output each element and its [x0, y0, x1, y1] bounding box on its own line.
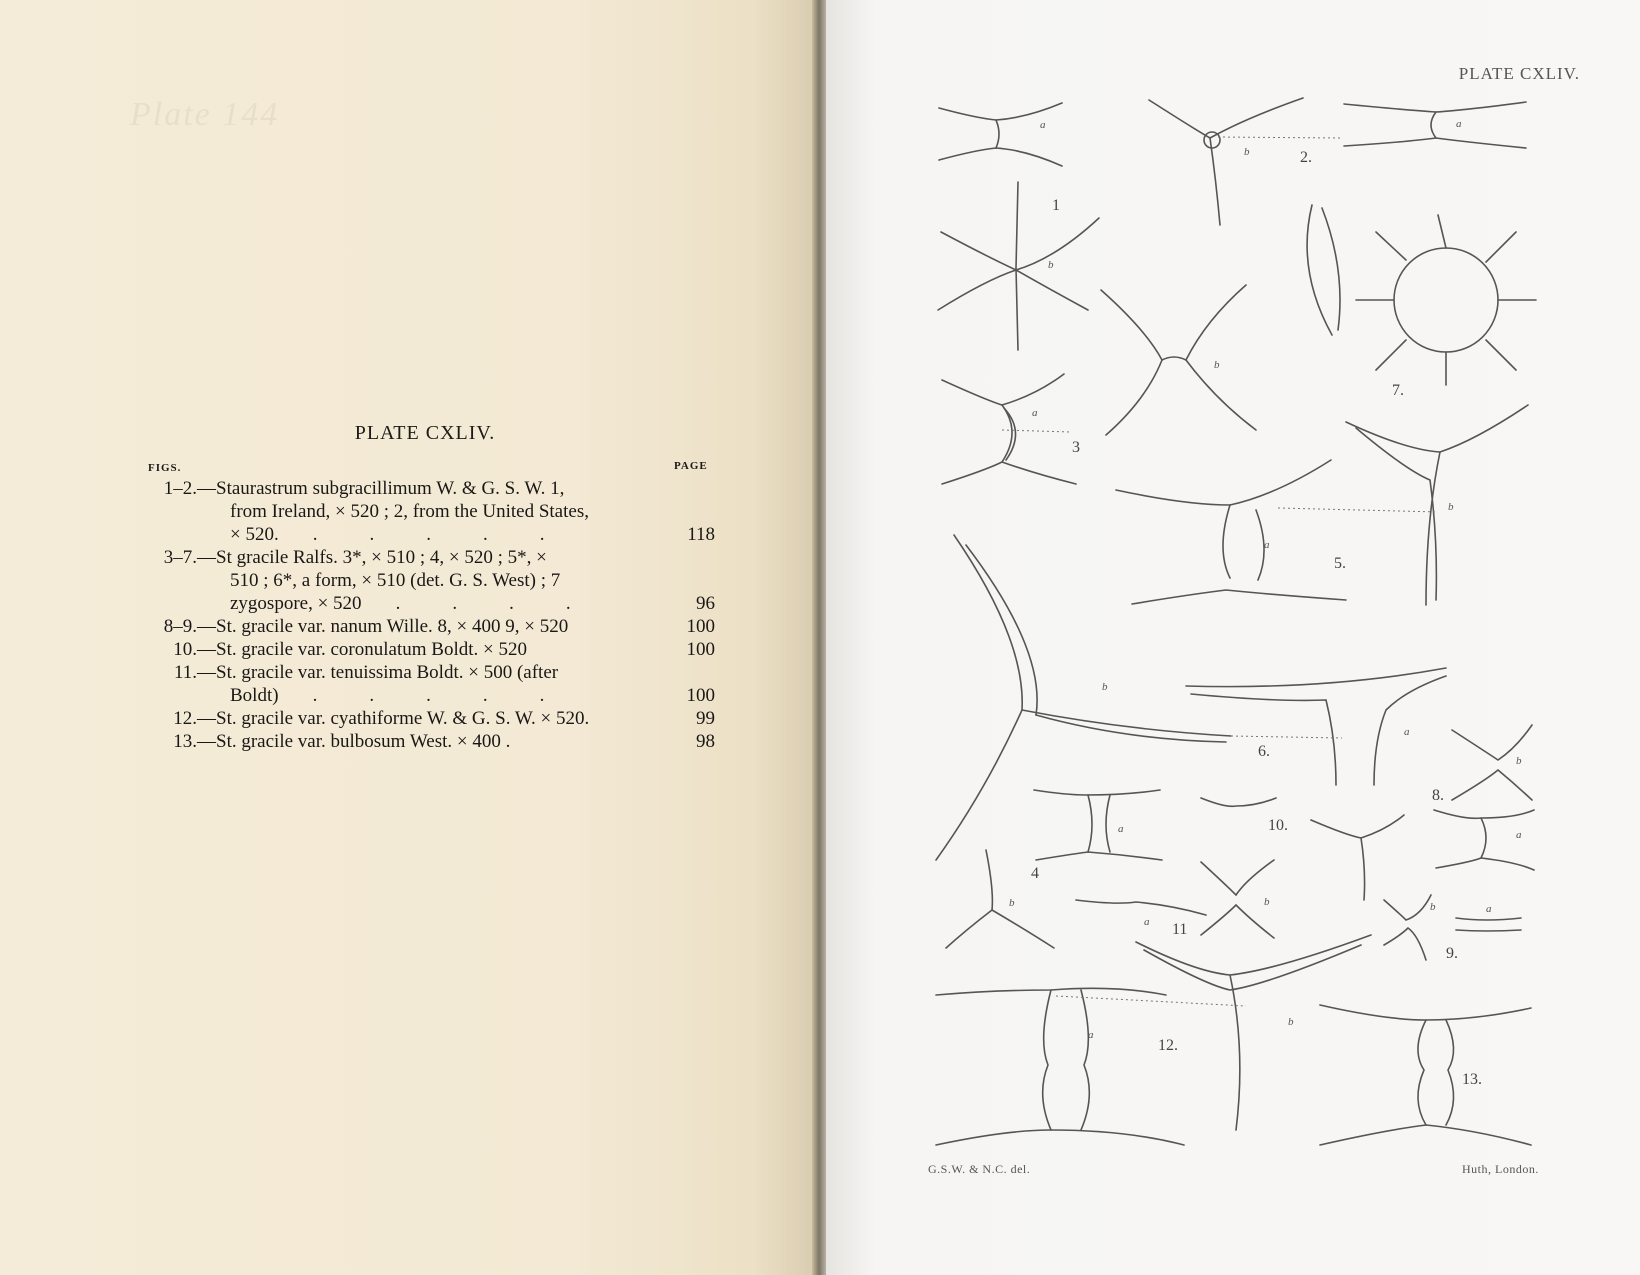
artist-credit: G.S.W. & N.C. del. [928, 1162, 1031, 1176]
sublabel-b: b [1048, 259, 1054, 271]
figure-12b-drawing [1136, 935, 1371, 1130]
figure-number-12: 12. [1158, 1037, 1178, 1054]
page-column-header: PAGE [674, 460, 708, 472]
entry-text: St gracile Ralfs. 3*, × 510 ; 4, × 520 ; 5*, × [216, 547, 547, 568]
entry-figs: 11.— [173, 662, 216, 683]
figure-2b-drawing [1149, 98, 1303, 225]
sublabel-a: a [1486, 903, 1492, 915]
sublabel-a: a [1032, 407, 1038, 419]
entry-continuation: zygospore, × 520 [230, 593, 362, 614]
plate-label: PLATE CXLIV. [1458, 64, 1580, 83]
left-page [0, 0, 818, 1275]
entry-continuation: Boldt) [230, 685, 279, 706]
figure-4a-drawing [1034, 790, 1162, 860]
figure-5-drawing [1116, 460, 1346, 604]
index-entry [150, 477, 715, 546]
printer-credit: Huth, London. [1462, 1162, 1539, 1176]
figure-number-10: 10. [1268, 817, 1288, 834]
index-entry [150, 615, 715, 638]
entry-continuation: from Ireland, × 520 ; 2, from the United States, [230, 501, 589, 522]
figure-number-1: 1 [1052, 197, 1060, 214]
sublabel-a: a [1144, 916, 1150, 928]
sublabel-a: a [1404, 726, 1410, 738]
figure-12a-drawing [936, 988, 1184, 1145]
sublabel-b: b [1448, 501, 1454, 513]
figure-number-13: 13. [1462, 1071, 1482, 1088]
entry-text: St. gracile var. tenuissima Boldt. × 500 (after [216, 662, 559, 683]
entry-text: St. gracile var. bulbosum West. × 400 . [216, 731, 511, 752]
entry-text: St. gracile var. coronulatum Boldt. × 520 [216, 639, 527, 660]
sublabel-b: b [1244, 146, 1250, 158]
figure-2a-drawing [1344, 102, 1526, 148]
sublabel-b: b [1516, 755, 1522, 767]
entry-page: 100 [686, 639, 715, 660]
index-entry [150, 730, 715, 753]
figure-3b-drawing [1101, 285, 1256, 435]
book-gutter [812, 0, 826, 1275]
entry-figs: 3–7.— [163, 547, 216, 568]
figure-number-6: 6. [1258, 743, 1270, 760]
sublabel-b: b [1264, 896, 1270, 908]
figure-number-9: 9. [1446, 945, 1458, 962]
figure-number-5: 5. [1334, 555, 1346, 572]
index-entry [150, 707, 715, 730]
entry-page: 96 [696, 593, 715, 614]
figure-index [150, 477, 715, 753]
sublabel-a: a [1040, 119, 1046, 131]
figure-number-7: 7. [1392, 382, 1404, 399]
figure-number-2: 2. [1300, 149, 1312, 166]
entry-text: St. gracile var. nanum Wille. 8, × 400 9, × 520 [216, 616, 569, 637]
sublabel-b: b [1430, 901, 1436, 913]
sublabel-a: a [1264, 539, 1270, 551]
sublabel-b: b [1009, 897, 1015, 909]
sublabel-b: b [1214, 359, 1220, 371]
figure-number-3: 3 [1072, 439, 1080, 456]
entry-figs: 13.— [173, 731, 216, 752]
entry-page: 118 [687, 524, 715, 545]
entry-figs: 1–2.— [163, 478, 216, 499]
index-entry [150, 638, 715, 661]
leader-dots: ..... [312, 524, 597, 545]
index-entry [150, 661, 715, 707]
figure-13-drawing [1320, 1005, 1531, 1145]
sublabel-b: b [1288, 1016, 1294, 1028]
index-entry [150, 546, 715, 615]
figure-8-drawing [1434, 725, 1534, 870]
figure-4b-drawing [1346, 405, 1528, 605]
plate-illustration [826, 0, 1640, 1275]
entry-page: 99 [696, 708, 715, 729]
figure-3-drawing [942, 374, 1076, 484]
entry-figs: 12.— [173, 708, 216, 729]
figure-1a-drawing [939, 103, 1062, 166]
entry-page: 98 [696, 731, 715, 752]
figure-7-drawing [1307, 205, 1536, 385]
sublabel-a: a [1118, 823, 1124, 835]
entry-text: St. gracile var. cyathiforme W. & G. S. W. × 520. [216, 708, 590, 729]
entry-figs: 10.— [173, 639, 216, 660]
entry-page: 100 [686, 616, 715, 637]
entry-continuation: 510 ; 6*, a form, × 510 (det. G. S. West) ; 7 [230, 570, 561, 591]
plate-title: PLATE CXLIV. [354, 422, 496, 444]
sublabel-b: b [1102, 681, 1108, 693]
entry-text: Staurastrum subgracillimum W. & G. S. W. 1, [216, 478, 565, 499]
entry-page: 100 [686, 685, 715, 706]
figure-number-8: 8. [1432, 787, 1444, 804]
sublabel-a: a [1516, 829, 1522, 841]
leader-dots: .... [395, 593, 623, 614]
figure-10-drawing [1201, 798, 1404, 900]
sublabel-a: a [1456, 118, 1462, 130]
entry-figs: 8–9.— [163, 616, 216, 637]
figure-1b-drawing [938, 182, 1099, 350]
figure-number-11: 11 [1172, 921, 1188, 938]
sublabel-a: a [1088, 1029, 1094, 1041]
figs-column-header: FIGS. [148, 462, 182, 474]
leader-dots: ..... [312, 685, 597, 706]
show-through-ghost-text: Plate 144 [130, 96, 280, 133]
entry-continuation: × 520. [230, 524, 279, 545]
figure-6b-drawing [936, 535, 1231, 860]
figure-number-4: 4 [1031, 865, 1039, 882]
